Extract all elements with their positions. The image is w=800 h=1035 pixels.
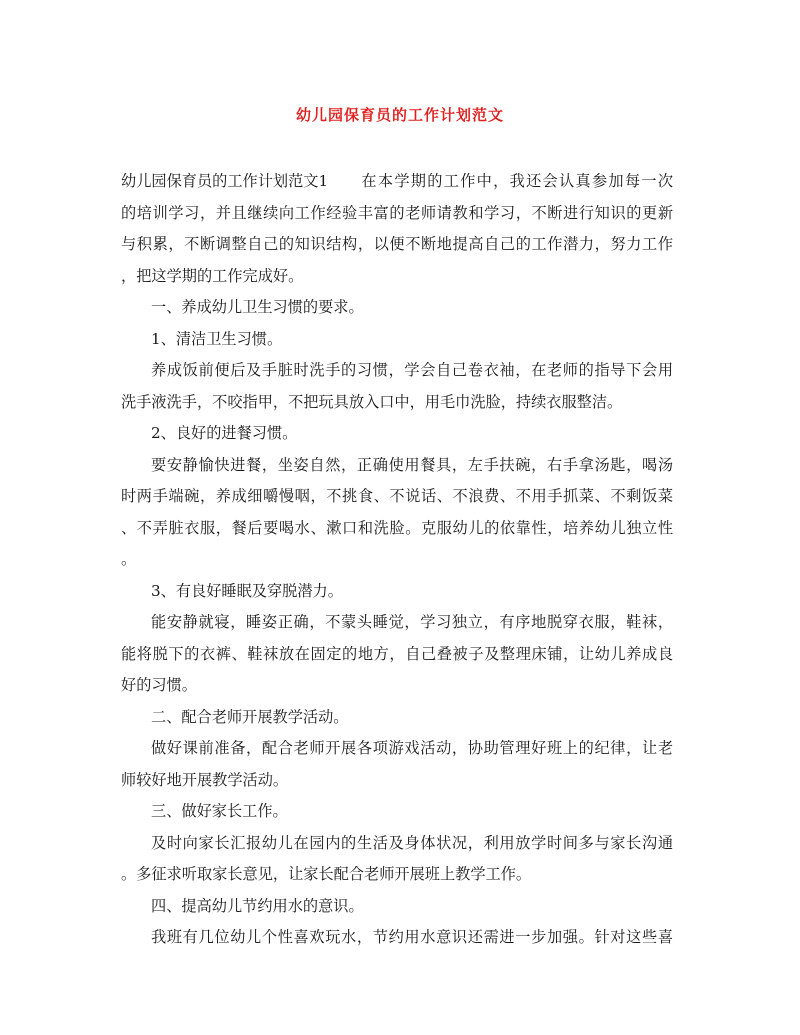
intro-line: ，把这学期的工作完成好。 xyxy=(121,266,304,285)
intro-line: 的培训学习，并且继续向工作经验丰富的老师请教和学习，不断进行知识的更新 xyxy=(121,203,673,222)
paragraph-line: 师较好地开展教学活动。 xyxy=(121,770,289,789)
paragraph-line: 养成饭前便后及手脏时洗手的习惯，学会自己卷衣袖，在老师的指导下会用 xyxy=(151,361,673,379)
paragraph-line: 。 xyxy=(121,550,137,568)
paragraph-line: 好的习惯。 xyxy=(121,676,197,694)
section-heading: 1、清洁卫生习惯。 xyxy=(151,329,283,348)
paragraph-line: 、不弄脏衣服，餐后要喝水、漱口和洗脸。克服幼儿的依靠性，培养幼儿独立性 xyxy=(121,518,673,537)
section-heading: 3、有良好睡眠及穿脱潜力。 xyxy=(151,581,343,600)
paragraph-line: 能安静就寝，睡姿正确，不蒙头睡觉，学习独立，有序地脱穿衣服，鞋袜， xyxy=(151,613,673,631)
section-heading: 三、做好家长工作。 xyxy=(151,802,288,820)
section-heading: 四、提高幼儿节约用水的意识。 xyxy=(151,896,364,915)
paragraph-line: 时两手端碗，养成细嚼慢咽，不挑食、不说话、不浪费、不用手抓菜、不剩饭菜 xyxy=(121,487,673,505)
section-heading: 2、良好的进餐习惯。 xyxy=(151,424,298,442)
section-heading: 一、养成幼儿卫生习惯的要求。 xyxy=(151,298,364,316)
section-heading: 二、配合老师开展教学活动。 xyxy=(151,707,349,726)
paragraph-line: 及时向家长汇报幼儿在园内的生活及身体状况，利用放学时间多与家长沟通 xyxy=(151,833,673,852)
document-body xyxy=(121,166,673,954)
paragraph-line: 做好课前准备，配合老师开展各项游戏活动，协助管理好班上的纪律，让老 xyxy=(151,739,673,757)
document-title: 幼儿园保育员的工作计划范文 xyxy=(295,106,504,124)
intro-first-line-text: 在本学期的工作中，我还会认真参加每一次 xyxy=(360,172,673,190)
paragraph-line: 能将脱下的衣裤、鞋袜放在固定的地方，自己叠被子及整理床铺，让幼儿养成良 xyxy=(121,644,673,663)
paragraph-line: 我班有几位幼儿个性喜欢玩水，节约用水意识还需进一步加强。针对这些喜 xyxy=(151,928,673,946)
intro-lead: 幼儿园保育员的工作计划范文1 xyxy=(121,172,329,190)
paragraph-line: 。多征求听取家长意见，让家长配合老师开展班上教学工作。 xyxy=(121,865,532,883)
paragraph-line: 要安静愉快进餐，坐姿自然，正确使用餐具，左手扶碗，右手拿汤匙，喝汤 xyxy=(151,455,673,474)
intro-first-line xyxy=(121,166,673,198)
paragraph-line: 洗手液洗手，不咬指甲，不把玩具放入口中，用毛巾洗脸，持续衣服整洁。 xyxy=(121,392,623,411)
intro-line: 与积累，不断调整自己的知识结构，以便不断地提高自己的工作潜力，努力工作 xyxy=(121,235,673,253)
